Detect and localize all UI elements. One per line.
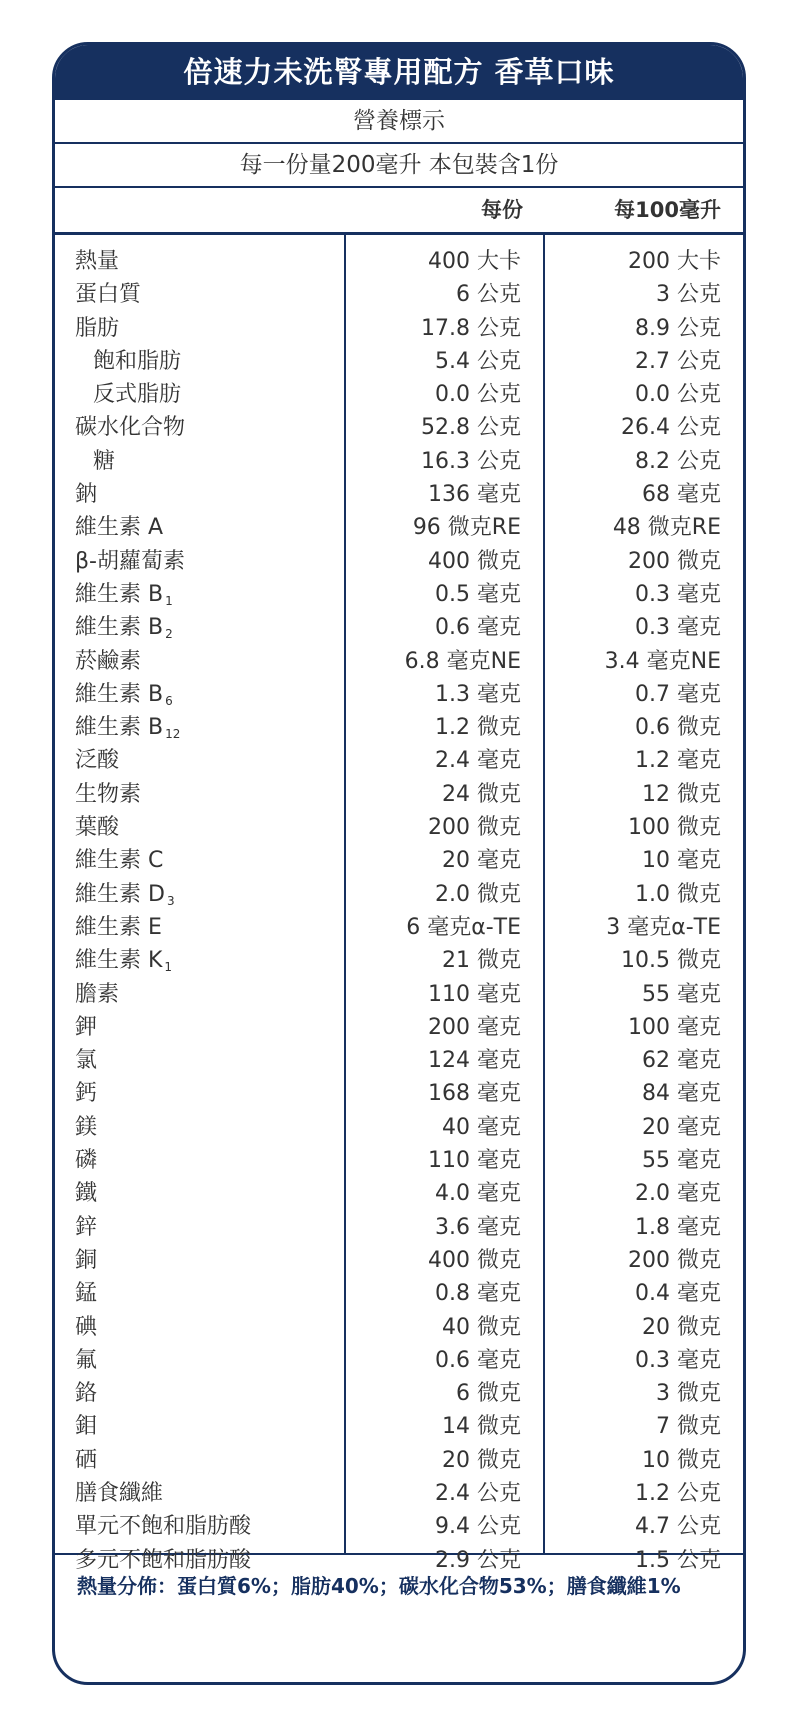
nutrient-name-column xyxy=(55,235,346,1573)
nutrient-table xyxy=(55,235,743,1573)
nutrient-subscript: 6 xyxy=(165,693,173,708)
per-100ml-value: 3.4 毫克NE xyxy=(604,648,721,674)
nutrient-name-text: 維生素 A xyxy=(75,515,164,541)
per-serving-value: 400 微克 xyxy=(428,548,521,574)
nutrient-name-text: 維生素 D xyxy=(75,881,165,907)
nutrient-name-text: 葉酸 xyxy=(75,815,120,841)
per-serving-value: 96 微克RE xyxy=(412,515,521,541)
nutrient-name xyxy=(55,1077,344,1110)
nutrient-name xyxy=(55,445,344,478)
nutrient-name-text: 碳水化合物 xyxy=(75,415,186,441)
header-per-100ml: 每100毫升 xyxy=(614,198,721,222)
per-100ml-value: 0.3 毫克 xyxy=(635,1347,721,1373)
nutrient-name xyxy=(55,1377,344,1410)
energy-distribution: 熱量分佈：蛋白質6%；脂肪40%；碳水化合物53%；膳食纖維1% xyxy=(77,1574,681,1598)
per-serving-value: 20 毫克 xyxy=(442,848,521,874)
nutrient-name-text: 泛酸 xyxy=(75,748,120,774)
nutrient-subscript: 1 xyxy=(164,960,173,975)
per-serving-value: 3.6 毫克 xyxy=(435,1214,521,1240)
nutrient-name xyxy=(55,478,344,511)
nutrient-name-text: 維生素 E xyxy=(75,914,162,940)
header-blank xyxy=(55,188,346,232)
nutrient-name xyxy=(55,411,344,444)
nutrient-name-text: 單元不飽和脂肪酸 xyxy=(75,1514,252,1540)
header-per-serving: 每份 xyxy=(481,198,523,222)
per-serving-value: 0.8 毫克 xyxy=(435,1281,521,1307)
product-title: 倍速力未洗腎專用配方 香草口味 xyxy=(55,45,743,100)
per-100ml-value: 10.5 微克 xyxy=(621,948,721,974)
nutrient-name xyxy=(55,1510,344,1543)
nutrient-name xyxy=(55,978,344,1011)
per-100ml-value: 3 微克 xyxy=(656,1381,721,1407)
per-serving-value: 20 微克 xyxy=(442,1447,521,1473)
nutrient-name xyxy=(55,1311,344,1344)
per-serving-value: 9.4 公克 xyxy=(435,1514,521,1540)
per-serving-value: 1.3 毫克 xyxy=(435,681,521,707)
per-serving-value: 1.2 微克 xyxy=(435,715,521,741)
per-100ml-value: 55 毫克 xyxy=(642,1148,721,1174)
per-serving-value: 0.0 公克 xyxy=(435,382,521,408)
nutrient-name xyxy=(55,1477,344,1510)
nutrient-name xyxy=(55,645,344,678)
nutrient-name xyxy=(55,278,344,311)
nutrient-name-text: 維生素 C xyxy=(75,848,164,874)
per-serving-value: 136 毫克 xyxy=(428,482,521,508)
nutrient-name xyxy=(55,1410,344,1443)
nutrient-name-text: 維生素 B xyxy=(75,715,164,741)
per-serving-value: 17.8 公克 xyxy=(421,315,521,341)
nutrient-name-text: 菸鹼素 xyxy=(75,648,142,674)
per-100ml-value: 1.8 毫克 xyxy=(635,1214,721,1240)
nutrient-subscript: 1 xyxy=(165,593,173,608)
per-100ml-value: 10 毫克 xyxy=(642,848,721,874)
per-serving-value: 6 毫克α-TE xyxy=(406,914,521,940)
per-100ml-value: 7 微克 xyxy=(656,1414,721,1440)
nutrient-name xyxy=(55,1344,344,1377)
nutrient-name-text: 鎂 xyxy=(75,1114,98,1140)
per-100ml-value: 20 微克 xyxy=(642,1314,721,1340)
nutrient-name-text: 生物素 xyxy=(75,781,142,807)
per-100ml-value: 2.7 公克 xyxy=(635,348,721,374)
per-100ml-value: 12 微克 xyxy=(642,781,721,807)
nutrient-name xyxy=(55,611,344,644)
nutrient-name-text: 氟 xyxy=(75,1347,98,1373)
per-100ml-value: 0.0 公克 xyxy=(635,382,721,408)
nutrient-name-text: 銅 xyxy=(75,1247,98,1273)
per-serving-column xyxy=(346,235,545,1573)
nutrient-subscript: 3 xyxy=(166,893,175,908)
per-100ml-value: 0.7 毫克 xyxy=(635,681,721,707)
nutrient-name xyxy=(55,844,344,877)
nutrient-name xyxy=(55,1111,344,1144)
nutrient-name xyxy=(55,1177,344,1210)
nutrient-name xyxy=(55,545,344,578)
per-100ml-value: 1.5 公克 xyxy=(635,1547,721,1573)
nutrient-name xyxy=(55,678,344,711)
per-100ml-value: 0.3 毫克 xyxy=(635,615,721,641)
per-100ml-value: 100 毫克 xyxy=(628,1014,721,1040)
per-serving-value: 2.4 公克 xyxy=(435,1480,521,1506)
per-serving-value: 0.5 毫克 xyxy=(435,581,521,607)
nutrient-name-text: 鈣 xyxy=(75,1081,98,1107)
per-serving-value: 40 毫克 xyxy=(442,1114,521,1140)
nutrient-name xyxy=(55,1244,344,1277)
per-serving-value: 24 微克 xyxy=(442,781,521,807)
per-100ml-value: 4.7 公克 xyxy=(635,1514,721,1540)
per-100ml-value: 8.2 公克 xyxy=(635,448,721,474)
nutrient-name xyxy=(55,711,344,744)
nutrient-name-text: 蛋白質 xyxy=(75,282,142,308)
nutrient-name xyxy=(55,345,344,378)
label-subtitle: 營養標示 xyxy=(55,100,743,144)
nutrient-name-text: 膳食纖維 xyxy=(75,1480,164,1506)
per-100ml-value: 0.3 毫克 xyxy=(635,581,721,607)
per-serving-value: 110 毫克 xyxy=(428,981,521,1007)
nutrient-name-text: 錳 xyxy=(75,1281,98,1307)
nutrient-name xyxy=(55,744,344,777)
nutrient-name xyxy=(55,778,344,811)
nutrient-name xyxy=(55,1144,344,1177)
per-100ml-value: 1.2 公克 xyxy=(635,1480,721,1506)
per-100ml-value: 84 毫克 xyxy=(642,1081,721,1107)
nutrient-name-text: 氯 xyxy=(75,1048,98,1074)
per-serving-value: 200 微克 xyxy=(428,815,521,841)
per-serving-value: 6.8 毫克NE xyxy=(404,648,521,674)
nutrient-name-text: 鉀 xyxy=(75,1014,98,1040)
nutrient-name-text: 磷 xyxy=(75,1148,98,1174)
nutrient-name-text: β-胡蘿蔔素 xyxy=(75,548,185,574)
per-100ml-value: 1.2 毫克 xyxy=(635,748,721,774)
nutrient-name-text: 脂肪 xyxy=(75,315,120,341)
per-100ml-value: 100 微克 xyxy=(628,815,721,841)
per-serving-value: 4.0 毫克 xyxy=(435,1181,521,1207)
per-100ml-value: 200 微克 xyxy=(628,1247,721,1273)
nutrient-name-text: 碘 xyxy=(75,1314,98,1340)
per-100ml-value: 0.6 微克 xyxy=(635,715,721,741)
nutrient-name-text: 鉬 xyxy=(75,1414,98,1440)
nutrient-name-text: 熱量 xyxy=(75,249,120,274)
per-serving-value: 0.6 毫克 xyxy=(435,615,521,641)
nutrient-name xyxy=(55,1011,344,1044)
per-serving-value: 14 微克 xyxy=(442,1414,521,1440)
nutrient-name-text: 膽素 xyxy=(75,981,120,1007)
per-100ml-value: 10 微克 xyxy=(642,1447,721,1473)
nutrient-name-text: 維生素 B xyxy=(75,681,164,707)
per-100ml-value: 62 毫克 xyxy=(642,1048,721,1074)
nutrient-name xyxy=(55,811,344,844)
serving-info: 每一份量200毫升 本包裝含1份 xyxy=(55,144,743,188)
per-100ml-value: 68 毫克 xyxy=(642,482,721,508)
nutrient-name xyxy=(55,944,344,977)
nutrient-name xyxy=(55,878,344,911)
nutrient-name-text: 飽和脂肪 xyxy=(93,348,182,374)
per-serving-value: 16.3 公克 xyxy=(421,448,521,474)
per-100ml-value: 20 毫克 xyxy=(642,1114,721,1140)
nutrient-name xyxy=(55,1044,344,1077)
per-serving-value: 2.4 毫克 xyxy=(435,748,521,774)
nutrient-name xyxy=(55,911,344,944)
per-100ml-value: 200 微克 xyxy=(628,548,721,574)
per-serving-value: 168 毫克 xyxy=(428,1081,521,1107)
nutrient-name xyxy=(55,378,344,411)
nutrient-name xyxy=(55,245,344,278)
per-serving-value: 400 大卡 xyxy=(428,249,521,274)
per-serving-value: 200 毫克 xyxy=(428,1014,521,1040)
nutrient-name xyxy=(55,578,344,611)
per-serving-value: 6 微克 xyxy=(456,1381,521,1407)
per-100ml-value: 200 大卡 xyxy=(628,249,721,274)
nutrient-name xyxy=(55,312,344,345)
nutrient-name xyxy=(55,1211,344,1244)
per-serving-value: 0.6 毫克 xyxy=(435,1347,521,1373)
nutrient-name-text: 多元不飽和脂肪酸 xyxy=(75,1547,252,1573)
nutrient-name-text: 維生素 B xyxy=(75,581,164,607)
nutrient-name-text: 鐵 xyxy=(75,1181,98,1207)
per-100ml-value: 0.4 毫克 xyxy=(635,1281,721,1307)
per-serving-value: 2.0 微克 xyxy=(435,881,521,907)
nutrient-name xyxy=(55,1444,344,1477)
nutrient-name-text: 硒 xyxy=(75,1447,98,1473)
per-100ml-column xyxy=(545,235,743,1573)
per-serving-value: 5.4 公克 xyxy=(435,348,521,374)
per-100ml-value: 8.9 公克 xyxy=(635,315,721,341)
per-serving-value: 21 微克 xyxy=(442,948,521,974)
per-100ml-value: 2.0 毫克 xyxy=(635,1181,721,1207)
per-serving-value: 52.8 公克 xyxy=(421,415,521,441)
per-100ml-value: 55 毫克 xyxy=(642,981,721,1007)
nutrient-name-text: 維生素 B xyxy=(75,615,164,641)
nutrient-name-text: 鋅 xyxy=(75,1214,98,1240)
per-serving-value: 124 毫克 xyxy=(428,1048,521,1074)
nutrient-subscript: 2 xyxy=(165,627,173,642)
column-header-row xyxy=(55,188,743,235)
per-serving-value: 400 微克 xyxy=(428,1247,521,1273)
per-100ml-value: 48 微克RE xyxy=(612,515,721,541)
per-serving-value: 40 微克 xyxy=(442,1314,521,1340)
per-serving-value: 6 公克 xyxy=(456,282,521,308)
per-100ml-value: 3 毫克α-TE xyxy=(606,914,721,940)
nutrient-subscript: 12 xyxy=(165,727,181,742)
per-100ml-value: 3 公克 xyxy=(656,282,721,308)
nutrient-name-text: 糖 xyxy=(93,448,116,474)
nutrition-label xyxy=(52,42,746,1685)
nutrient-name-text: 鉻 xyxy=(75,1381,98,1407)
nutrient-name xyxy=(55,1277,344,1310)
per-serving-value: 2.9 公克 xyxy=(435,1547,521,1573)
per-100ml-value: 1.0 微克 xyxy=(635,881,721,907)
nutrient-name xyxy=(55,511,344,544)
per-serving-value: 110 毫克 xyxy=(428,1148,521,1174)
nutrient-name-text: 維生素 K xyxy=(75,948,163,974)
per-100ml-value: 26.4 公克 xyxy=(621,415,721,441)
nutrient-name-text: 鈉 xyxy=(75,482,98,508)
nutrient-name-text: 反式脂肪 xyxy=(93,382,182,408)
